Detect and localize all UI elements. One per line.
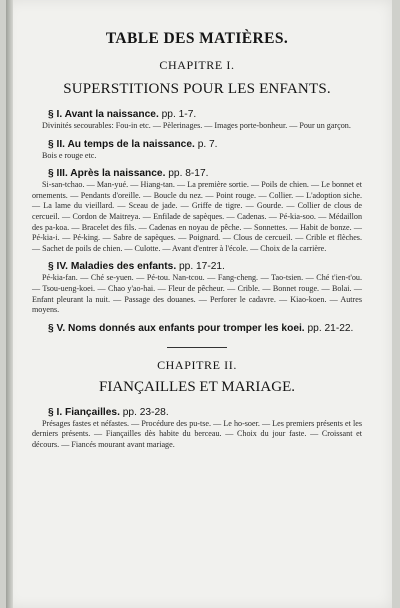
section-body: Pé-kia-fan. — Ché se-yuen. — Pé-tou. Nan-tcou. — Fang-cheng. — Tao-tsien. — Ché t'ien-t'ou. — Tsou-ueng-koei. — Chao y'ao-hai. — Fleur de pêcheur. — Crible. — Bonnet rouge. — Bolai. — Enfant pleurant la nuit. — Passage des douanes. — Perforer le cadavre. — Kiao-koen. — Autres moyens. (32, 273, 362, 315)
section-heading: § V. Noms donnés aux enfants pour tromper les koei. pp. 21-22. (48, 322, 354, 334)
section-body: Si-san-tchao. — Man-yué. — Hiang-tan. — La première sortie. — Poils de chien. — Le bonnet et ornements. — Pendants d'oreille. — Boucle du nez. — Point rouge. — Collier. — L'adoption siche. — La lame du vieillard. — Sceau de jade. — Griffe de tigre. — Gourde. — Collier de clous de cercueil. — Cordon de Maitreya. — Enfilade de sapèques. — Cadenas. — Pé-kia-soo. — Médaillon des pa-koa. — Bracelet des fils. — Cadenas en noyau de pêche. — Sonnettes. — Habit de bonze. — Pé-kia-i. — Pé-king. — Sabre de sapèques. — Poignard. — Clous de cercueil. — Crible et flèches. — Sachet de poils de chien. — Culotte. — Avant d'entrer à l'école. — Choix de la carrière. (32, 180, 362, 253)
chapter-2-title: FIANÇAILLES ET MARIAGE. (99, 378, 295, 395)
chapter-1-title: SUPERSTITIONS POUR LES ENFANTS. (63, 81, 331, 97)
section-heading: § II. Au temps de la naissance. p. 7. (48, 138, 218, 150)
section-1 (32, 108, 362, 132)
section-3 (32, 167, 362, 254)
section-heading: § I. Avant la naissance. pp. 1-7. (48, 109, 197, 120)
section-heading: § III. Après la naissance. pp. 8-17. (48, 168, 209, 180)
toc-content (32, 30, 362, 451)
chapter-2-label: CHAPITRE II. (157, 357, 237, 372)
chapter-1-label: CHAPITRE I. (159, 58, 235, 72)
section-body: Divinités secourables: Fou-in etc. — Pèlerinages. — Images porte-bonheur. — Pour un garçon. (42, 121, 351, 130)
section-body: Bois e rouge etc. (42, 150, 97, 160)
section-heading: § IV. Maladies des enfants. pp. 17-21. (48, 261, 225, 273)
section-4 (32, 260, 362, 315)
page-gutter (6, 0, 13, 608)
chapter-separator (167, 347, 227, 348)
toc-title: TABLE DES MATIÈRES. (105, 30, 289, 47)
section-2 (32, 138, 362, 162)
section-body: Présages fastes et néfastes. — Procédure des pu-tse. — Le ho-soer. — Les premiers présents et les derniers présents. — Fiançailles dès habite du berceau. — Choix du jour faste. — Croissant et décours. — Fiancés mourant avant mariage. (32, 418, 362, 449)
book-page (6, 0, 392, 608)
chapter-2-section-1 (32, 406, 362, 451)
section-5 (32, 322, 362, 335)
section-heading: § I. Fiançailles. pp. 23-28. (48, 406, 169, 418)
